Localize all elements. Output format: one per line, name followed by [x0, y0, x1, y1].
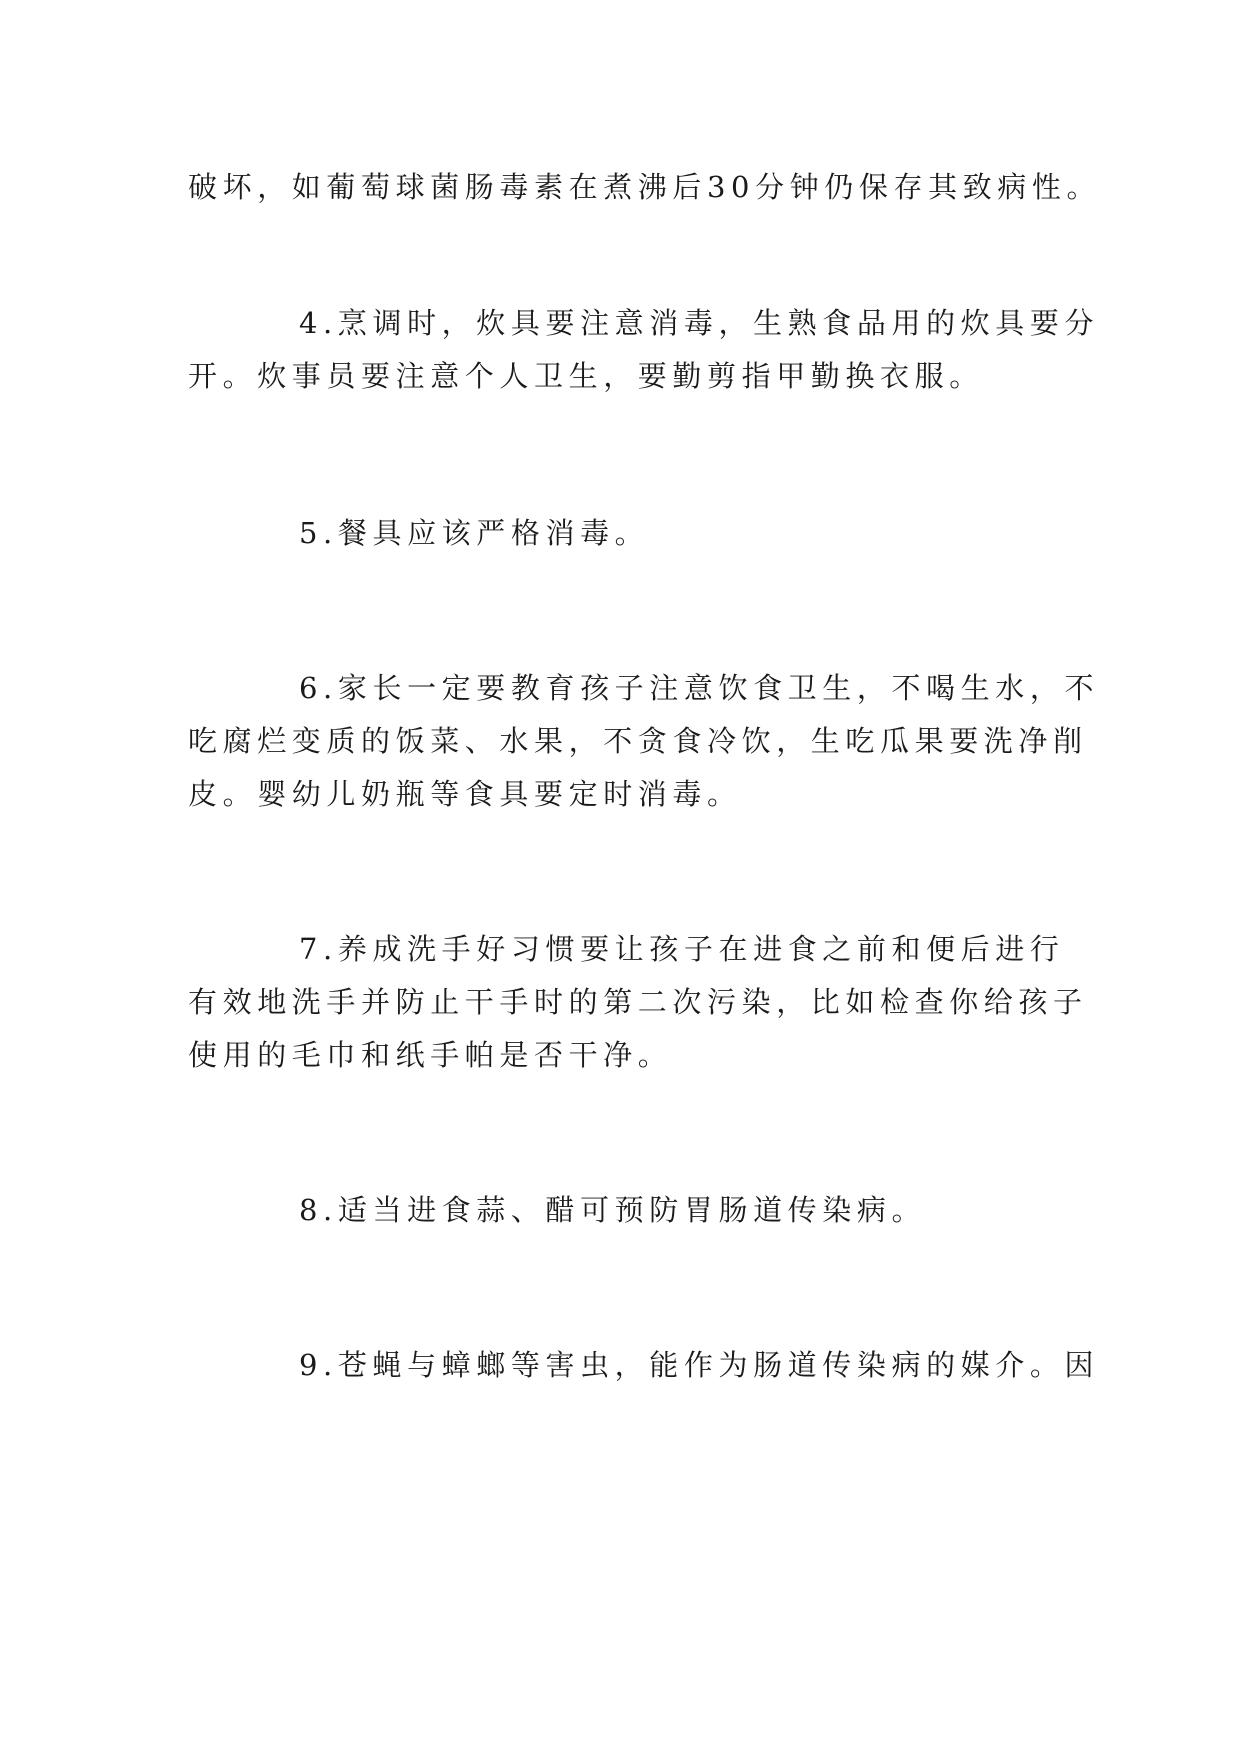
text-line: 6.家长一定要教育孩子注意饮食卫生，不喝生水，不 — [299, 671, 1100, 705]
text-line: 有效地洗手并防止干手时的第二次污染，比如检查你给孩子 — [188, 985, 1088, 1019]
text-line: 使用的毛巾和纸手帕是否干净。 — [188, 1038, 673, 1072]
text-line: 9.苍蝇与蟑螂等害虫，能作为肠道传染病的媒介。因 — [299, 1348, 1100, 1382]
text-line: 7.养成洗手好习惯要让孩子在进食之前和便后进行 — [299, 932, 1065, 966]
text-line: 吃腐烂变质的饭菜、水果，不贪食冷饮，生吃瓜果要洗净削 — [188, 724, 1088, 758]
text-line: 皮。婴幼儿奶瓶等食具要定时消毒。 — [188, 777, 742, 811]
text-line: 8.适当进食蒜、醋可预防胃肠道传染病。 — [299, 1193, 927, 1227]
text-line: 4.烹调时，炊具要注意消毒，生熟食品用的炊具要分 — [299, 306, 1100, 340]
text-line: 开。炊事员要注意个人卫生，要勤剪指甲勤换衣服。 — [188, 359, 984, 393]
text-line: 破坏，如葡萄球菌肠毒素在煮沸后30分钟仍保存其致病性。 — [188, 170, 1102, 204]
text-line: 5.餐具应该严格消毒。 — [299, 516, 650, 550]
